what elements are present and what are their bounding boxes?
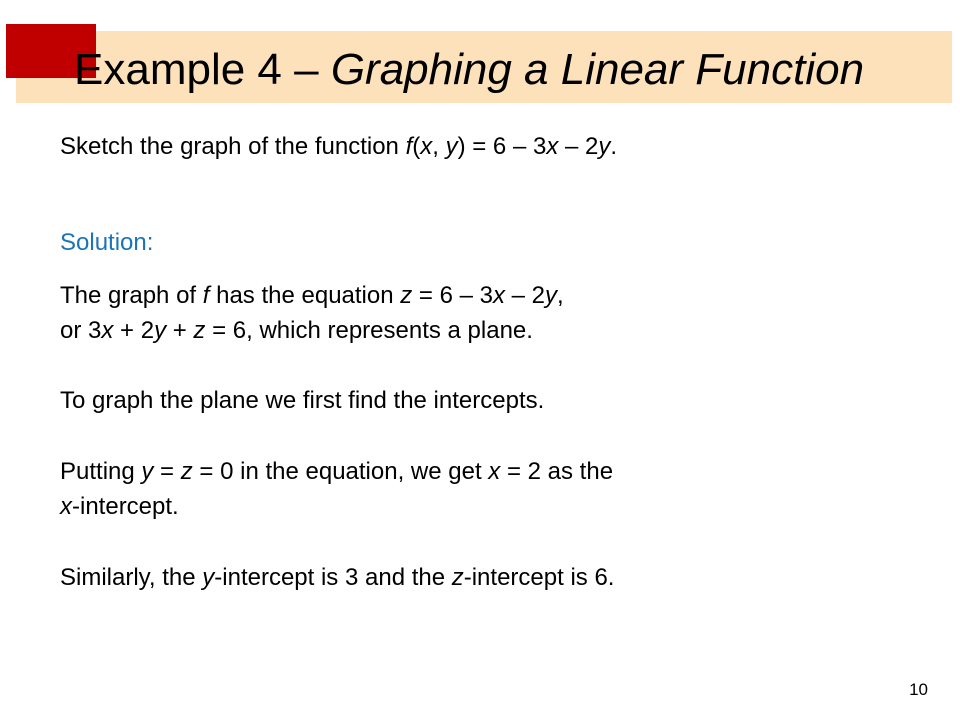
math-var: z (193, 317, 206, 344)
body-text: = 0 in the equation, we get (192, 458, 489, 485)
math-var: x (420, 133, 433, 160)
body-text: or 3 (60, 317, 102, 344)
math-var: y (202, 564, 215, 591)
body-text: Similarly, the (60, 564, 203, 591)
paragraph-4 (60, 560, 614, 596)
paragraph-1-line-1 (60, 278, 564, 314)
problem-statement (60, 129, 617, 165)
body-text: = 6 – 3 (412, 282, 493, 309)
body-text: = 2 as the (500, 458, 614, 485)
problem-text: – 2 (558, 133, 599, 160)
math-var: y (141, 458, 154, 485)
slide-title (74, 40, 864, 100)
math-var: x (101, 317, 114, 344)
math-var: z (180, 458, 193, 485)
body-text: -intercept is 3 and the (214, 564, 452, 591)
body-text: Putting (60, 458, 142, 485)
body-text: + 2 (113, 317, 155, 344)
body-text: -intercept. (72, 493, 179, 520)
math-var: f (202, 282, 210, 309)
body-text: + (166, 317, 194, 344)
paragraph-1-line-2 (60, 313, 533, 349)
body-text: has the equation (209, 282, 401, 309)
problem-text: , (432, 133, 446, 160)
body-text: – 2 (505, 282, 546, 309)
paragraph-3-line-2 (60, 489, 179, 525)
math-var: x (488, 458, 501, 485)
math-var: y (445, 133, 458, 160)
page-number: 10 (909, 680, 928, 699)
title-plain: Example 4 – (74, 45, 331, 94)
math-var: z (451, 564, 464, 591)
problem-text: Sketch the graph of the function (60, 133, 406, 160)
body-text: The graph of (60, 282, 203, 309)
math-var: y (154, 317, 167, 344)
body-text: = (153, 458, 181, 485)
math-var: f (405, 133, 413, 160)
math-var: z (400, 282, 413, 309)
math-var: x (493, 282, 505, 309)
body-text: -intercept is 6. (463, 564, 615, 591)
math-var: y (598, 133, 611, 160)
title-italic: Graphing a Linear Function (330, 45, 865, 94)
problem-text: ) = 6 – 3 (457, 133, 547, 160)
problem-text: . (610, 133, 618, 160)
paragraph-3-line-1 (60, 454, 613, 490)
problem-text: ( (412, 133, 421, 160)
body-text: = 6, which represents a plane. (205, 317, 533, 344)
solution-label: Solution: (60, 229, 154, 256)
math-var: x (546, 133, 559, 160)
math-var: x (60, 493, 72, 520)
math-var: y (545, 282, 558, 309)
paragraph-2: To graph the plane we first find the intercepts. (60, 387, 545, 414)
body-text: , (557, 282, 564, 309)
